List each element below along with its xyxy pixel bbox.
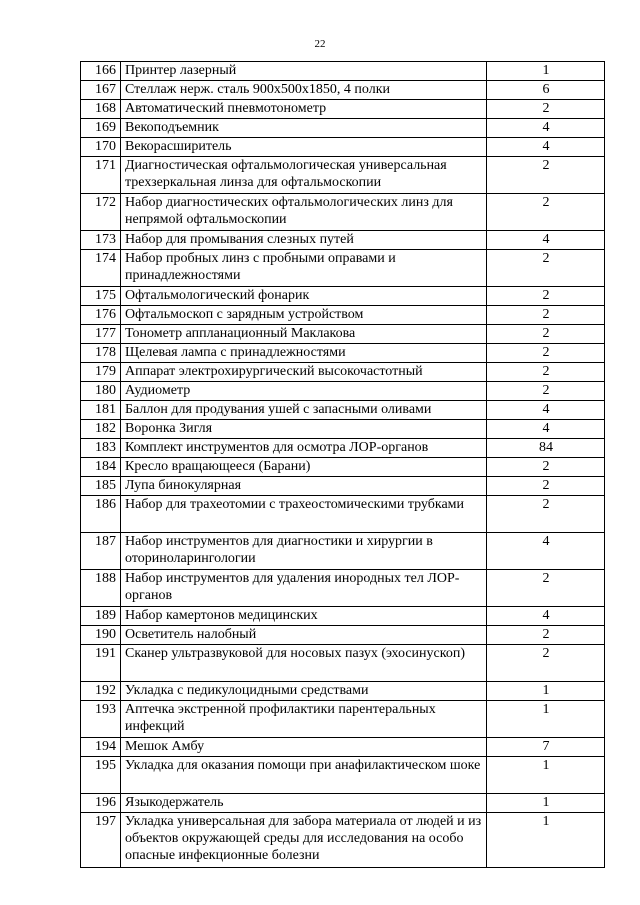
- row-number: 174: [81, 250, 121, 287]
- table-row: [81, 157, 605, 194]
- row-number: 170: [81, 138, 121, 157]
- item-name: Автоматический пневмотонометр: [121, 100, 487, 119]
- item-quantity: 84: [487, 439, 605, 458]
- item-quantity: 2: [487, 250, 605, 287]
- item-name: Аппарат электрохирургический высокочастотный: [121, 363, 487, 382]
- item-quantity: 4: [487, 420, 605, 439]
- item-quantity: 1: [487, 682, 605, 701]
- item-quantity: 2: [487, 477, 605, 496]
- table-row: [81, 306, 605, 325]
- row-number: 182: [81, 420, 121, 439]
- row-number: 177: [81, 325, 121, 344]
- row-number: 166: [81, 62, 121, 81]
- row-number: 168: [81, 100, 121, 119]
- item-name: Укладка с педикулоцидными средствами: [121, 682, 487, 701]
- row-number: 185: [81, 477, 121, 496]
- row-number: 173: [81, 231, 121, 250]
- item-quantity: 4: [487, 401, 605, 420]
- item-quantity: 2: [487, 458, 605, 477]
- table-row: [81, 62, 605, 81]
- item-name: Набор для промывания слезных путей: [121, 231, 487, 250]
- row-number: 192: [81, 682, 121, 701]
- item-name: Набор диагностических офтальмологических линз для непрямой офтальмоскопии: [121, 194, 487, 231]
- table-row: [81, 401, 605, 420]
- row-number: 169: [81, 119, 121, 138]
- table-row: [81, 645, 605, 682]
- item-name: Набор инструментов для удаления инородных тел ЛОР-органов: [121, 570, 487, 607]
- table-row: [81, 439, 605, 458]
- item-quantity: 4: [487, 607, 605, 626]
- item-quantity: 2: [487, 570, 605, 607]
- item-quantity: 4: [487, 231, 605, 250]
- item-quantity: 2: [487, 287, 605, 306]
- table-row: [81, 287, 605, 306]
- item-quantity: 2: [487, 626, 605, 645]
- item-name: Набор для трахеотомии с трахеостомическими трубками: [121, 496, 487, 533]
- row-number: 176: [81, 306, 121, 325]
- row-number: 172: [81, 194, 121, 231]
- table-row: [81, 344, 605, 363]
- item-name: Щелевая лампа с принадлежностями: [121, 344, 487, 363]
- item-name: Диагностическая офтальмологическая универсальная трехзеркальная линза для офтальмоскопии: [121, 157, 487, 194]
- row-number: 190: [81, 626, 121, 645]
- item-quantity: 2: [487, 306, 605, 325]
- table-row: [81, 100, 605, 119]
- row-number: 187: [81, 533, 121, 570]
- item-name: Набор пробных линз с пробными оправами и принадлежностями: [121, 250, 487, 287]
- row-number: 189: [81, 607, 121, 626]
- item-quantity: 2: [487, 157, 605, 194]
- item-quantity: 2: [487, 344, 605, 363]
- item-name: Мешок Амбу: [121, 738, 487, 757]
- row-number: 167: [81, 81, 121, 100]
- row-number: 183: [81, 439, 121, 458]
- item-quantity: 1: [487, 757, 605, 794]
- item-quantity: 6: [487, 81, 605, 100]
- table-row: [81, 420, 605, 439]
- table-row: [81, 363, 605, 382]
- item-quantity: 1: [487, 62, 605, 81]
- item-name: Лупа бинокулярная: [121, 477, 487, 496]
- item-name: Набор инструментов для диагностики и хирургии в оториноларингологии: [121, 533, 487, 570]
- item-quantity: 2: [487, 645, 605, 682]
- row-number: 180: [81, 382, 121, 401]
- item-quantity: 2: [487, 382, 605, 401]
- item-name: Аптечка экстренной профилактики парентеральных инфекций: [121, 701, 487, 738]
- table-row: [81, 757, 605, 794]
- row-number: 194: [81, 738, 121, 757]
- table-row: [81, 119, 605, 138]
- row-number: 188: [81, 570, 121, 607]
- table-row: [81, 496, 605, 533]
- row-number: 186: [81, 496, 121, 533]
- item-name: Укладка для оказания помощи при анафилактическом шоке: [121, 757, 487, 794]
- item-name: Аудиометр: [121, 382, 487, 401]
- table-row: [81, 794, 605, 813]
- row-number: 175: [81, 287, 121, 306]
- item-quantity: 4: [487, 119, 605, 138]
- row-number: 191: [81, 645, 121, 682]
- table-row: [81, 570, 605, 607]
- item-quantity: 2: [487, 194, 605, 231]
- table-row: [81, 231, 605, 250]
- row-number: 184: [81, 458, 121, 477]
- item-name: Набор камертонов медицинских: [121, 607, 487, 626]
- item-name: Тонометр аппланационный Маклакова: [121, 325, 487, 344]
- row-number: 171: [81, 157, 121, 194]
- table-row: [81, 477, 605, 496]
- row-number: 196: [81, 794, 121, 813]
- table-row: [81, 325, 605, 344]
- item-name: Векоподъемник: [121, 119, 487, 138]
- row-number: 195: [81, 757, 121, 794]
- row-number: 181: [81, 401, 121, 420]
- table-row: [81, 458, 605, 477]
- item-name: Языкодержатель: [121, 794, 487, 813]
- item-quantity: 2: [487, 325, 605, 344]
- table-row: [81, 701, 605, 738]
- table-row: [81, 250, 605, 287]
- item-quantity: 4: [487, 138, 605, 157]
- table-row: [81, 626, 605, 645]
- item-name: Принтер лазерный: [121, 62, 487, 81]
- item-name: Офтальмологический фонарик: [121, 287, 487, 306]
- table-row: [81, 382, 605, 401]
- item-name: Воронка Зигля: [121, 420, 487, 439]
- row-number: 178: [81, 344, 121, 363]
- page-number: 22: [314, 38, 326, 50]
- table-row: [81, 682, 605, 701]
- item-quantity: 7: [487, 738, 605, 757]
- table-row: [81, 533, 605, 570]
- item-quantity: 1: [487, 794, 605, 813]
- row-number: 179: [81, 363, 121, 382]
- item-name: Кресло вращающееся (Барани): [121, 458, 487, 477]
- item-quantity: 4: [487, 533, 605, 570]
- item-name: Укладка универсальная для забора материала от людей и из объектов окружающей среды для исследования на особо опасные инфекционные болезни: [121, 813, 487, 868]
- item-quantity: 2: [487, 496, 605, 533]
- item-name: Офтальмоскоп с зарядным устройством: [121, 306, 487, 325]
- item-name: Баллон для продувания ушей с запасными оливами: [121, 401, 487, 420]
- item-name: Комплект инструментов для осмотра ЛОР-органов: [121, 439, 487, 458]
- equipment-table: [80, 61, 605, 868]
- table-row: [81, 138, 605, 157]
- item-quantity: 1: [487, 813, 605, 868]
- item-quantity: 1: [487, 701, 605, 738]
- table-row: [81, 81, 605, 100]
- item-name: Осветитель налобный: [121, 626, 487, 645]
- item-name: Сканер ультразвуковой для носовых пазух (эхосинускоп): [121, 645, 487, 682]
- item-quantity: 2: [487, 100, 605, 119]
- row-number: 197: [81, 813, 121, 868]
- table-row: [81, 607, 605, 626]
- item-name: Стеллаж нерж. сталь 900х500х1850, 4 полки: [121, 81, 487, 100]
- table-row: [81, 194, 605, 231]
- table-row: [81, 813, 605, 868]
- item-quantity: 2: [487, 363, 605, 382]
- row-number: 193: [81, 701, 121, 738]
- table-row: [81, 738, 605, 757]
- item-name: Векорасширитель: [121, 138, 487, 157]
